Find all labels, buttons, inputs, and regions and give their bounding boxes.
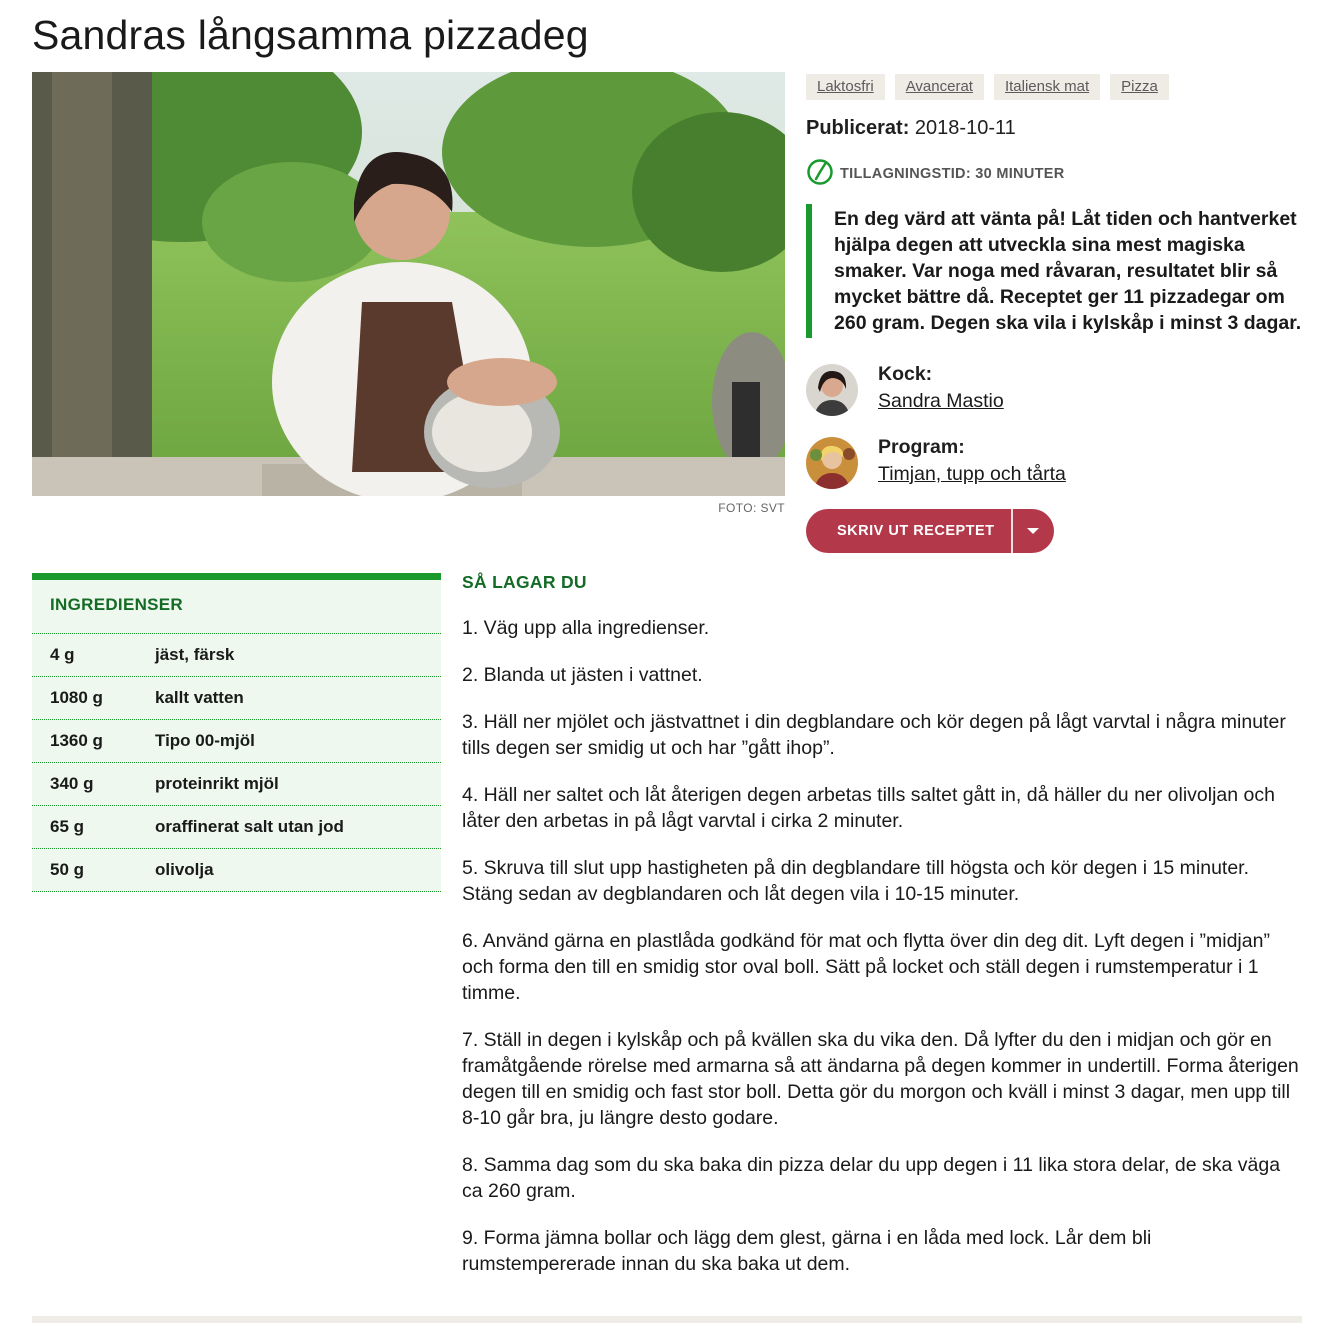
ingredients-panel (32, 573, 441, 892)
cooking-time (806, 158, 1065, 190)
chef-info (806, 364, 1004, 416)
page-title: Sandras långsamma pizzadeg (32, 12, 589, 58)
published-value: 2018-10-11 (914, 117, 1016, 139)
ingredient-amount: 65 g (50, 817, 85, 836)
ingredient-amount: 4 g (50, 645, 75, 664)
photo-credit: FOTO: SVT (718, 501, 785, 515)
instructions-section (462, 572, 1304, 1298)
ingredient-name: jäst, färsk (155, 645, 235, 664)
ingredient-amount: 50 g (50, 860, 85, 879)
published-date (806, 117, 1016, 140)
instructions-heading: SÅ LAGAR DU (462, 572, 587, 592)
ingredient-row (32, 634, 441, 677)
ingredient-row (32, 677, 441, 720)
ingredient-name: kallt vatten (155, 688, 244, 707)
ingredient-name: proteinrikt mjöl (155, 774, 279, 793)
instruction-step: 3. Häll ner mjölet och jästvattnet i din degblandare och kör degen på lågt varvtal i några minuter tills degen ser smidig ut och har ”gått ihop”. (462, 711, 1286, 759)
chef-label: Kock: (878, 363, 933, 385)
footer-divider (32, 1316, 1302, 1323)
ingredients-heading: INGREDIENSER (32, 580, 441, 634)
chef-avatar (806, 364, 858, 416)
tag-pizza[interactable]: Pizza (1110, 74, 1169, 100)
caret-down-icon (1026, 522, 1040, 540)
ingredient-name: Tipo 00-mjöl (155, 731, 255, 750)
tag-list (806, 74, 1169, 100)
instruction-step: 6. Använd gärna en plastlåda godkänd för mat och flytta över din deg dit. Lyft degen i ”midjan” och forma den till en smidig stor oval boll. Sätt på locket och ställ degen i rumstemperatur i 1 timme. (462, 930, 1270, 1004)
print-recipe-button[interactable]: SKRIV UT RECEPTET (806, 509, 1013, 553)
instruction-step: 4. Häll ner saltet och låt återigen degen arbetas tills saltet gått in, då häller du ner olivoljan och låter den arbetas in på lågt varvtal i cirka 2 minuter. (462, 784, 1275, 832)
recipe-photo (32, 72, 785, 496)
instruction-step: 7. Ställ in degen i kylskåp och på kvällen ska du vika den. Då lyfter du den i midjan och gör en framåtgående rörelse med armarna så att ändarna på degen kommer in undertill. Forma återigen degen till en smidig och fast stor boll. Detta gör du morgon och kväll i minst 3 dagar, men upp till 8-10 går bra, ju längre desto godare. (462, 1029, 1299, 1129)
instruction-step: 8. Samma dag som du ska baka din pizza delar du upp degen i 11 lika stora delar, de ska väga ca 260 gram. (462, 1154, 1281, 1202)
tag-italiensk-mat[interactable]: Italiensk mat (994, 74, 1100, 100)
recipe-intro: En deg värd att vänta på! Låt tiden och hantverket hjälpa degen att utveckla sina mest magiska smaker. Var noga med råvaran, resultatet blir så mycket bättre då. Receptet ger 11 pizzadegar om 260 gram. Degen ska vila i kylskåp i minst 3 dagar. (806, 204, 1306, 338)
clock-icon (806, 158, 834, 190)
cooking-time-label: TILLAGNINGSTID: 30 MINUTER (840, 166, 1065, 182)
program-avatar (806, 437, 858, 489)
ingredient-row (32, 763, 441, 806)
print-recipe-button-group (806, 509, 1054, 553)
tag-laktosfri[interactable]: Laktosfri (806, 74, 885, 100)
ingredient-amount: 1360 g (50, 731, 103, 750)
ingredient-row (32, 806, 441, 849)
instruction-step: 2. Blanda ut jästen i vattnet. (462, 664, 703, 686)
ingredient-row (32, 849, 441, 892)
tag-avancerat[interactable]: Avancerat (895, 74, 984, 100)
ingredient-name: olivolja (155, 860, 214, 879)
ingredient-row (32, 720, 441, 763)
print-options-dropdown[interactable] (1013, 509, 1054, 553)
program-info (806, 437, 1066, 489)
chef-link[interactable]: Sandra Mastio (878, 390, 1004, 412)
instruction-step: 5. Skruva till slut upp hastigheten på din degblandare till högsta och kör degen i 15 minuter. Stäng sedan av degblandaren och låt degen vila i 10-15 minuter. (462, 857, 1250, 905)
ingredient-amount: 1080 g (50, 688, 103, 707)
ingredient-amount: 340 g (50, 774, 94, 793)
ingredient-name: oraffinerat salt utan jod (155, 817, 344, 836)
instruction-step: 9. Forma jämna bollar och lägg dem glest, gärna i en låda med lock. Lår dem bli rumstempererade innan du ska baka ut dem. (462, 1227, 1152, 1275)
program-link[interactable]: Timjan, tupp och tårta (878, 463, 1066, 485)
published-label: Publicerat: (806, 117, 910, 139)
instruction-step: 1. Väg upp alla ingredienser. (462, 617, 710, 639)
program-label: Program: (878, 436, 965, 458)
